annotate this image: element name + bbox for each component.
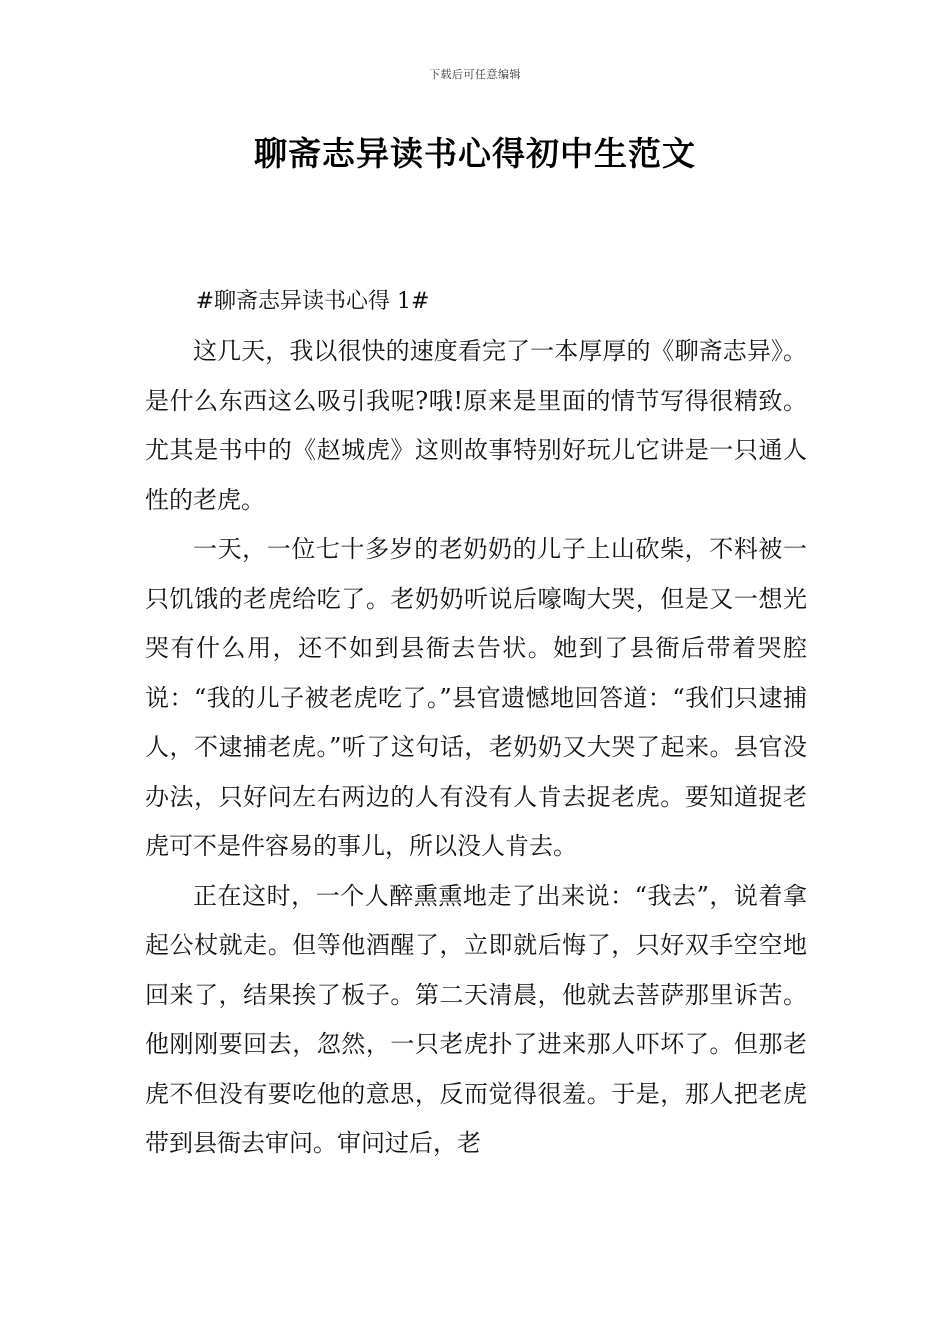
paragraph-3: 正在这时，一个人醉熏熏地走了出来说：“我去”，说着拿起公杖就走。但等他酒醒了，立即就后悔了，只好双手空空地回来了，结果挨了板子。第二天清晨，他就去菩萨那里诉苦。他刚刚要回去，忽然，一只老虎扑了进来那人吓坏了。但那老虎不但没有要吃他的意思，反而觉得很羞。于是，那人把老虎带到县衙去审问。审问过后，老	[145, 881, 807, 1157]
section-heading: #聊斋志异读书心得 1#	[195, 289, 430, 314]
document-title: 聊斋志异读书心得初中生范文	[254, 134, 696, 173]
document-body	[145, 279, 807, 1169]
header-note: 下载后可任意编辑	[429, 68, 521, 81]
paragraph-2: 一天，一位七十多岁的老奶奶的儿子上山砍柴，不料被一只饥饿的老虎给吃了。老奶奶听说后嚎啕大哭，但是又一想光哭有什么用，还不如到县衙去告状。她到了县衙后带着哭腔说：“我的儿子被老虎吃了。”县官遗憾地回答道：“我们只逮捕人，不逮捕老虎。”听了这句话，老奶奶又大哭了起来。县官没办法，只好问左右两边的人有没有人肯去捉老虎。要知道捉老虎可不是件容易的事儿，所以没人肯去。	[145, 535, 807, 860]
paragraph-1: 这几天，我以很快的速度看完了一本厚厚的《聊斋志异》。是什么东西这么吸引我呢?哦!原来是里面的情节写得很精致。尤其是书中的《赵城虎》这则故事特别好玩儿它讲是一只通人性的老虎。	[145, 337, 807, 514]
